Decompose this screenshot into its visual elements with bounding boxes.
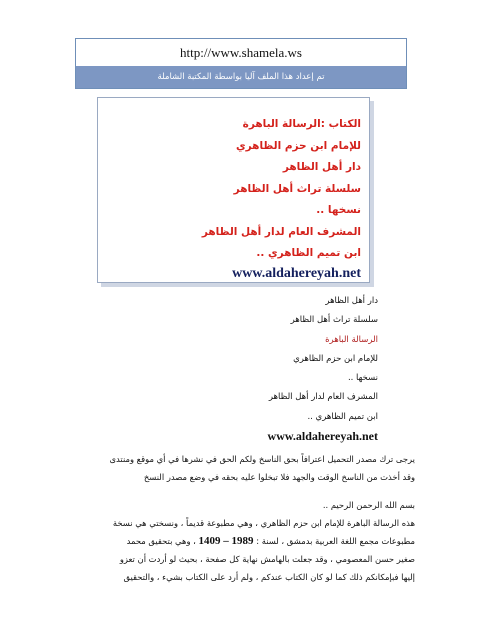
book-info-box	[97, 97, 370, 283]
edition-years: 1989 – 1409	[198, 535, 254, 547]
book-name-line: ابن تميم الظاهري ..	[256, 247, 361, 259]
book-body	[60, 496, 415, 586]
credits-supervisor: المشرف العام لدار أهل الظاهر	[268, 392, 378, 403]
book-series-line: سلسلة تراث أهل الظاهر	[233, 182, 361, 195]
notice-line: يرجى ترك مصدر التحميل اعترافاً بحق الناسخ ولكم الحق في نشرها في أي موقع ومنتدى	[109, 454, 415, 464]
body-line: صغير حسن المعصومي ، وقد جعلت بالهامش نهاية كل صفحة ، بحيث لو أردت أن تعزو	[119, 554, 415, 564]
source-url[interactable]: http://www.shamela.ws	[76, 39, 406, 66]
credits-copied: نسخها ..	[347, 373, 378, 384]
book-supervisor-line: المشرف العام لدار أهل الظاهر	[201, 225, 361, 238]
basmala: بسم الله الرحمن الرحيم ..	[322, 500, 415, 510]
credits-title: الرسالة الباهرة	[325, 334, 378, 345]
source-banner	[75, 38, 407, 89]
body-line: إليها فبإمكانكم ذلك كما لو كان الكتاب عندكم ، ولم أرد على الكتاب بشيء ، والتحقيق	[123, 572, 415, 582]
body-line: هذه الرسالة الباهرة للإمام ابن حزم الظاهري ، وهي مطبوعة قديماً ، ونسختي هي نسخة	[112, 518, 415, 528]
credits-site-link[interactable]: www.aldahereyah.net	[267, 429, 378, 444]
credits-series: سلسلة تراث أهل الظاهر	[290, 315, 378, 326]
notice-line: وقد أخذت من الناسخ الوقت والجهد فلا تبخلوا عليه بحقه في وضع مصدر النسخ	[143, 472, 415, 482]
book-title-line: الكتاب :الرسالة الباهرة	[242, 118, 361, 130]
body-line-text: مطبوعات مجمع اللغة العربية بدمشق ، لسنة :	[256, 536, 415, 546]
copyright-notice	[60, 450, 415, 486]
credits-name: ابن تميم الظاهري ..	[307, 411, 378, 422]
book-publisher-line: دار أهل الظاهر	[282, 161, 361, 173]
source-note: تم إعداد هذا الملف آليا بواسطة المكتبة الشاملة	[76, 66, 406, 88]
body-line-text: ، وهي بتحقيق محمد	[126, 536, 196, 546]
book-site-link[interactable]: www.aldahereyah.net	[232, 265, 361, 281]
credits-block	[268, 292, 378, 445]
book-author-line: للإمام ابن حزم الظاهري	[236, 139, 361, 152]
credits-publisher: دار أهل الظاهر	[325, 296, 378, 306]
book-copied-line: نسخها ..	[316, 204, 361, 216]
body-line	[60, 532, 415, 550]
credits-author: للإمام ابن حزم الظاهري	[293, 353, 378, 364]
